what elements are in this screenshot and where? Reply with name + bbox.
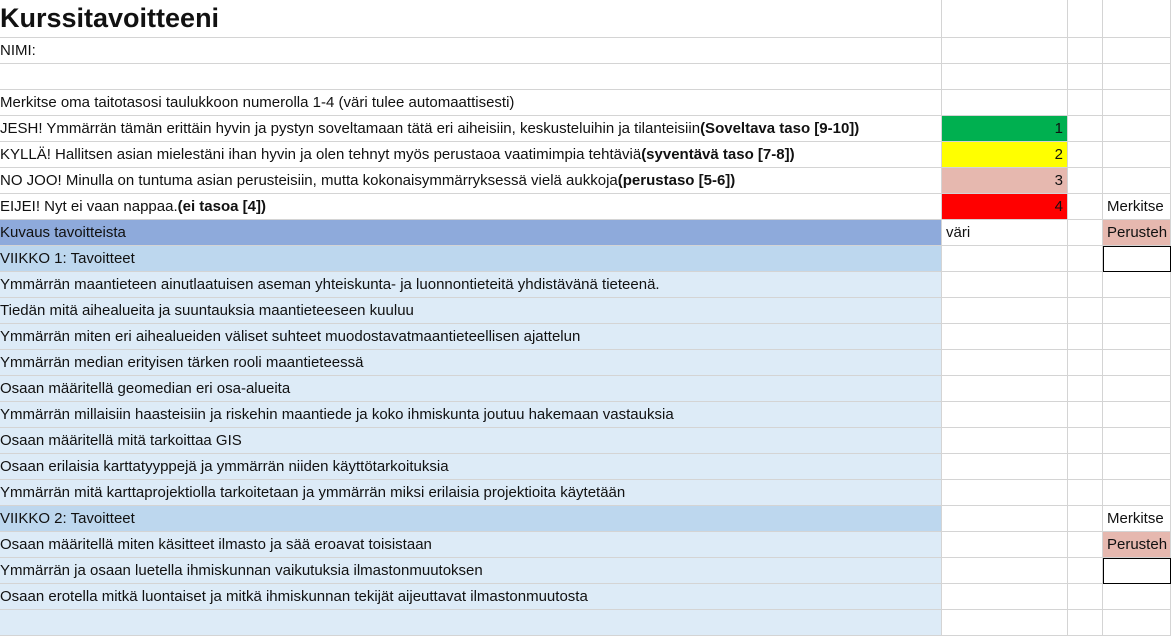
cell[interactable] — [1068, 350, 1103, 376]
week-header-row — [0, 506, 1171, 532]
cell[interactable] — [942, 610, 1068, 636]
goal-level-cell[interactable] — [942, 272, 1068, 298]
cell[interactable] — [1068, 610, 1103, 636]
goal-text[interactable]: Ymmärrän millaisiin haasteisiin ja riskehin maantiede ja koko ihmiskunta joutuu hakemaan vastauksia — [0, 402, 942, 428]
goal-row — [0, 610, 1171, 636]
header-row — [0, 220, 1171, 246]
level-row — [0, 142, 1171, 168]
cell[interactable] — [1103, 428, 1171, 454]
cell[interactable] — [1103, 272, 1171, 298]
goal-row — [0, 532, 1171, 558]
cell[interactable] — [1103, 90, 1171, 116]
blank-row — [0, 64, 1171, 90]
level-description[interactable] — [0, 116, 942, 142]
cell[interactable] — [1103, 610, 1171, 636]
goal-text[interactable]: Osaan määritellä geomedian eri osa-alueita — [0, 376, 942, 402]
goal-text[interactable]: Osaan määritellä mitä tarkoittaa GIS — [0, 428, 942, 454]
goal-text[interactable]: Ymmärrän miten eri aihealueiden väliset suhteet muodostavatmaantieteellisen ajattelun — [0, 324, 942, 350]
name-row — [0, 38, 1171, 64]
goal-level-cell[interactable] — [942, 584, 1068, 610]
cell[interactable] — [1068, 246, 1103, 272]
cell[interactable] — [1103, 584, 1171, 610]
week-title[interactable]: VIIKKO 2: Tavoitteet — [0, 506, 942, 532]
basic-label[interactable]: Perusteh — [1103, 220, 1171, 246]
level-grade: (Soveltava taso [9-10]) — [700, 120, 860, 137]
sheet-title[interactable]: Kurssitavoitteeni — [0, 0, 942, 38]
cell[interactable] — [1068, 506, 1103, 532]
goal-row — [0, 558, 1171, 584]
goal-row — [0, 428, 1171, 454]
instruction-row — [0, 90, 1171, 116]
goal-text[interactable]: Ymmärrän median erityisen tärken rooli maantieteessä — [0, 350, 942, 376]
cell[interactable] — [1068, 168, 1103, 194]
goal-level-cell[interactable] — [942, 558, 1068, 584]
cell[interactable] — [942, 246, 1068, 272]
mark-label[interactable]: Merkitse — [1103, 506, 1171, 532]
basic-label[interactable]: Perusteh — [1103, 532, 1171, 558]
cell[interactable] — [1103, 298, 1171, 324]
cell[interactable] — [1068, 480, 1103, 506]
level-description[interactable] — [0, 142, 942, 168]
level-row — [0, 194, 1171, 220]
cell[interactable] — [1103, 142, 1171, 168]
level-value[interactable]: 2 — [942, 142, 1068, 168]
input-box[interactable] — [1103, 558, 1171, 584]
level-value[interactable]: 3 — [942, 168, 1068, 194]
cell[interactable] — [1103, 324, 1171, 350]
level-row — [0, 116, 1171, 142]
goal-row — [0, 402, 1171, 428]
goal-row — [0, 376, 1171, 402]
input-box[interactable] — [1103, 246, 1171, 272]
cell[interactable] — [1103, 64, 1171, 90]
mark-label[interactable]: Merkitse — [1103, 194, 1171, 220]
cell[interactable] — [1068, 0, 1103, 38]
level-grade: (ei tasoa [4]) — [177, 198, 266, 215]
goal-level-cell[interactable] — [942, 376, 1068, 402]
description-header[interactable]: Kuvaus tavoitteista — [0, 220, 942, 246]
cell[interactable] — [942, 64, 1068, 90]
level-grade: (syventävä taso [7-8]) — [641, 146, 795, 163]
level-text: EIJEI! Nyt ei vaan nappaa. — [0, 198, 178, 215]
cell[interactable] — [1103, 350, 1171, 376]
cell[interactable] — [1068, 402, 1103, 428]
goal-row — [0, 350, 1171, 376]
cell[interactable] — [0, 610, 942, 636]
goal-level-cell[interactable] — [942, 324, 1068, 350]
level-text: NO JOO! Minulla on tuntuma asian perusteisiin, mutta kokonaisymmärryksessä vielä aukkoja — [0, 172, 618, 189]
goal-row — [0, 324, 1171, 350]
goal-text[interactable]: Osaan erotella mitkä luontaiset ja mitkä ihmiskunnan tekijät aijeuttavat ilmastonmuutosta — [0, 584, 942, 610]
level-text: KYLLÄ! Hallitsen asian mielestäni ihan hyvin ja olen tehnyt myös perustaoa vaatimimpia tehtäviä — [0, 146, 642, 163]
cell[interactable] — [1068, 558, 1103, 584]
level-grade: (perustaso [5-6]) — [617, 172, 736, 189]
level-value[interactable]: 1 — [942, 116, 1068, 142]
color-header[interactable]: väri — [942, 220, 1068, 246]
goal-row — [0, 480, 1171, 506]
cell[interactable] — [942, 0, 1068, 38]
name-label[interactable]: NIMI: — [0, 38, 942, 64]
cell[interactable] — [1068, 38, 1103, 64]
instruction-text[interactable]: Merkitse oma taitotasosi taulukkoon numerolla 1-4 (väri tulee automaattisesti) — [0, 90, 942, 116]
goal-level-cell[interactable] — [942, 428, 1068, 454]
level-text: JESH! Ymmärrän tämän erittäin hyvin ja pystyn soveltamaan tätä eri aiheisiin, keskusteluihin ja tilanteisiin — [0, 120, 701, 137]
cell[interactable] — [1068, 220, 1103, 246]
level-description[interactable] — [0, 194, 942, 220]
cell[interactable] — [1103, 402, 1171, 428]
level-row — [0, 168, 1171, 194]
level-value[interactable]: 4 — [942, 194, 1068, 220]
cell[interactable] — [0, 64, 942, 90]
cell[interactable] — [1068, 584, 1103, 610]
cell[interactable] — [1103, 116, 1171, 142]
goal-row — [0, 298, 1171, 324]
goal-text[interactable]: Ymmärrän mitä karttaprojektiolla tarkoitetaan ja ymmärrän miksi erilaisia projektioita käytetään — [0, 480, 942, 506]
level-description[interactable] — [0, 168, 942, 194]
cell[interactable] — [1068, 428, 1103, 454]
cell[interactable] — [1103, 38, 1171, 64]
cell[interactable] — [1068, 194, 1103, 220]
cell[interactable] — [1068, 142, 1103, 168]
goal-text[interactable]: Ymmärrän ja osaan luetella ihmiskunnan vaikutuksia ilmastonmuutoksen — [0, 558, 942, 584]
cell[interactable] — [1103, 168, 1171, 194]
goal-level-cell[interactable] — [942, 480, 1068, 506]
cell[interactable] — [942, 506, 1068, 532]
cell[interactable] — [1068, 116, 1103, 142]
cell[interactable] — [1068, 532, 1103, 558]
goal-text[interactable]: Osaan määritellä miten käsitteet ilmasto ja sää eroavat toisistaan — [0, 532, 942, 558]
goal-level-cell[interactable] — [942, 454, 1068, 480]
cell[interactable] — [942, 38, 1068, 64]
goal-text[interactable]: Tiedän mitä aihealueita ja suuntauksia maantieteeseen kuuluu — [0, 298, 942, 324]
goal-row — [0, 272, 1171, 298]
goal-text[interactable]: Ymmärrän maantieteen ainutlaatuisen aseman yhteiskunta- ja luonnontieteitä yhdistävänä tieteenä. — [0, 272, 942, 298]
cell[interactable] — [1068, 376, 1103, 402]
cell[interactable] — [942, 90, 1068, 116]
goal-level-cell[interactable] — [942, 298, 1068, 324]
cell[interactable] — [1068, 90, 1103, 116]
cell[interactable] — [1068, 64, 1103, 90]
goal-level-cell[interactable] — [942, 350, 1068, 376]
cell[interactable] — [1103, 480, 1171, 506]
week-header-row — [0, 246, 1171, 272]
goal-row — [0, 584, 1171, 610]
title-row — [0, 0, 1171, 38]
goal-row — [0, 454, 1171, 480]
cell[interactable] — [1103, 0, 1171, 38]
week-title[interactable]: VIIKKO 1: Tavoitteet — [0, 246, 942, 272]
goal-text[interactable]: Osaan erilaisia karttatyyppejä ja ymmärrän niiden käyttötarkoituksia — [0, 454, 942, 480]
cell[interactable] — [1103, 376, 1171, 402]
cell[interactable] — [1103, 454, 1171, 480]
cell[interactable] — [1068, 324, 1103, 350]
cell[interactable] — [1068, 298, 1103, 324]
cell[interactable] — [1068, 272, 1103, 298]
goal-level-cell[interactable] — [942, 402, 1068, 428]
cell[interactable] — [1068, 454, 1103, 480]
goal-level-cell[interactable] — [942, 532, 1068, 558]
